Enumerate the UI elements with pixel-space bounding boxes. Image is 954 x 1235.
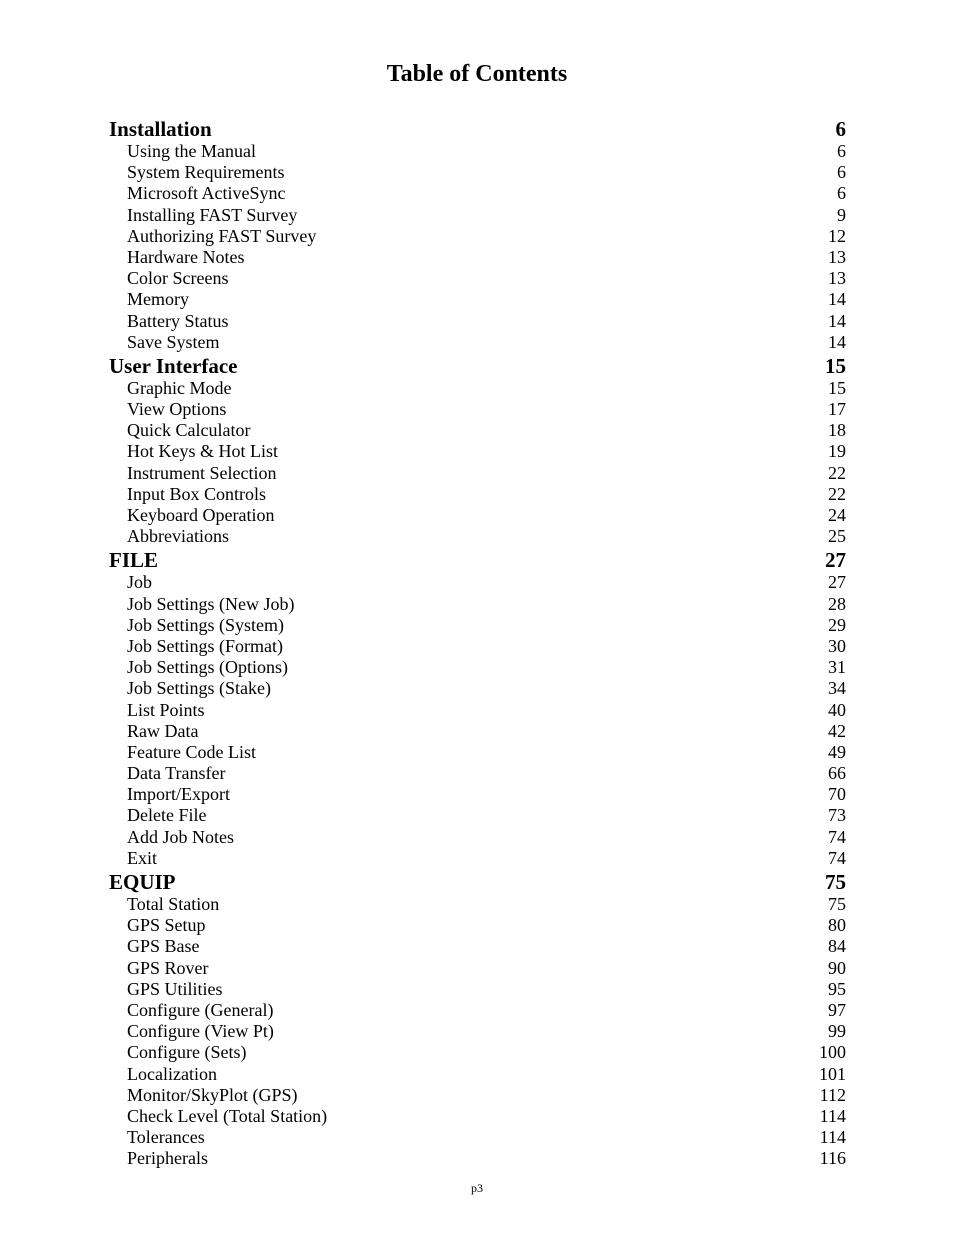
toc-section-heading[interactable] — [109, 869, 846, 894]
toc-entry-page: 70 — [828, 784, 846, 805]
toc-entry-page: 28 — [828, 593, 846, 614]
toc-section-heading[interactable] — [109, 547, 846, 572]
toc-entry-label: Peripherals — [127, 1148, 208, 1169]
toc-entry-page: 18 — [828, 420, 846, 441]
toc-entry-page: 95 — [828, 978, 846, 999]
toc-entry[interactable] — [109, 247, 846, 268]
toc-entry[interactable] — [109, 162, 846, 183]
toc-entry[interactable] — [109, 979, 846, 1000]
toc-entry-label: Installing FAST Survey — [127, 204, 298, 225]
table-of-contents — [109, 116, 846, 1169]
toc-entry[interactable] — [109, 332, 846, 353]
toc-entry-page: 101 — [819, 1063, 846, 1084]
toc-entry-label: System Requirements — [127, 162, 285, 183]
toc-entry-page: 99 — [828, 1021, 846, 1042]
toc-entry-label: Job Settings (System) — [127, 614, 285, 635]
toc-entry-label: Job — [127, 572, 153, 593]
toc-entry-page: 80 — [828, 915, 846, 936]
toc-entry-label: GPS Setup — [127, 915, 206, 936]
toc-section-page: 27 — [825, 548, 846, 573]
toc-entry[interactable] — [109, 657, 846, 678]
toc-entry[interactable] — [109, 805, 846, 826]
toc-entry-label: GPS Base — [127, 936, 200, 957]
toc-entry-page: 66 — [828, 763, 846, 784]
page-number: p3 — [471, 1181, 483, 1195]
toc-entry[interactable] — [109, 399, 846, 420]
toc-entry-page: 114 — [819, 1105, 846, 1126]
toc-entry-page: 6 — [837, 162, 846, 183]
toc-entry-label: Quick Calculator — [127, 420, 251, 441]
toc-entry-label: GPS Utilities — [127, 978, 223, 999]
toc-entry-page: 49 — [828, 741, 846, 762]
toc-entry-label: Job Settings (Stake) — [127, 678, 271, 699]
toc-section-heading[interactable] — [109, 116, 846, 141]
toc-entry-label: Using the Manual — [127, 141, 256, 161]
toc-entry-page: 13 — [828, 246, 846, 267]
toc-section-page: 75 — [825, 870, 846, 894]
toc-entry[interactable] — [109, 615, 846, 636]
toc-entry[interactable] — [109, 784, 846, 805]
toc-entry[interactable] — [109, 311, 846, 332]
toc-entry-label: Abbreviations — [127, 526, 229, 547]
toc-entry[interactable] — [109, 183, 846, 204]
toc-entry-page: 25 — [828, 526, 846, 547]
toc-entry-label: List Points — [127, 699, 205, 720]
toc-entry-page: 22 — [828, 483, 846, 504]
toc-entry-page: 27 — [828, 572, 846, 593]
toc-entry-page: 17 — [828, 399, 846, 420]
toc-entry[interactable] — [109, 441, 846, 462]
toc-entry-label: Job Settings (New Job) — [127, 593, 295, 614]
toc-entry-page: 30 — [828, 635, 846, 656]
toc-entry-label: Hardware Notes — [127, 246, 245, 267]
toc-entry-label: Graphic Mode — [127, 377, 232, 398]
toc-entry-label: Keyboard Operation — [127, 505, 275, 525]
toc-entry-page: 74 — [828, 847, 846, 868]
toc-entry-page: 34 — [828, 678, 846, 699]
toc-entry-page: 9 — [837, 204, 846, 225]
toc-entry-label: Tolerances — [127, 1127, 205, 1148]
toc-entry-page: 100 — [819, 1042, 846, 1063]
toc-entry-page: 12 — [828, 225, 846, 246]
toc-entry-page: 14 — [828, 331, 846, 352]
toc-entry[interactable] — [109, 289, 846, 310]
toc-entry-label: Battery Status — [127, 310, 229, 331]
toc-entry[interactable] — [109, 936, 846, 957]
toc-entry[interactable] — [109, 463, 846, 484]
toc-entry[interactable] — [109, 205, 846, 226]
toc-entry-label: Configure (Sets) — [127, 1042, 247, 1063]
toc-entry[interactable] — [109, 763, 846, 784]
toc-entry[interactable] — [109, 915, 846, 936]
toc-entry-page: 6 — [837, 183, 846, 204]
toc-section-title: EQUIP — [109, 870, 176, 894]
toc-entry-label: View Options — [127, 399, 227, 420]
toc-entry[interactable] — [109, 1148, 846, 1169]
toc-entry-label: GPS Rover — [127, 957, 209, 978]
toc-entry-label: Job Settings (Format) — [127, 635, 283, 656]
toc-entry[interactable] — [109, 894, 846, 915]
toc-entry-page: 24 — [828, 505, 846, 525]
toc-entry-page: 112 — [819, 1084, 846, 1105]
toc-entry[interactable] — [109, 420, 846, 441]
toc-entry-label: Exit — [127, 847, 157, 868]
toc-entry-label: Configure (General) — [127, 999, 274, 1020]
toc-entry-page: 31 — [828, 657, 846, 678]
toc-entry[interactable] — [109, 484, 846, 505]
toc-entry[interactable] — [109, 1127, 846, 1148]
toc-entry-label: Configure (View Pt) — [127, 1021, 274, 1042]
toc-section-title: FILE — [109, 548, 159, 573]
toc-entry-page: 13 — [828, 268, 846, 289]
toc-entry-label: Color Screens — [127, 268, 229, 289]
toc-entry-page: 22 — [828, 462, 846, 483]
toc-entry-label: Localization — [127, 1063, 217, 1084]
toc-entry-label: Delete File — [127, 805, 207, 826]
toc-section-page: 15 — [825, 353, 846, 378]
toc-entry[interactable] — [109, 594, 846, 615]
toc-entry-page: 74 — [828, 826, 846, 847]
toc-entry-label: Authorizing FAST Survey — [127, 225, 317, 246]
toc-entry[interactable] — [109, 848, 846, 869]
toc-section-title: Installation — [109, 117, 212, 141]
toc-entry[interactable] — [109, 141, 846, 162]
toc-entry[interactable] — [109, 226, 846, 247]
toc-section-heading[interactable] — [109, 353, 846, 378]
toc-entry-page: 14 — [828, 310, 846, 331]
toc-entry-label: Import/Export — [127, 784, 230, 805]
toc-entry-label: Feature Code List — [127, 741, 256, 762]
toc-entry-label: Save System — [127, 331, 220, 352]
toc-entry-page: 84 — [828, 936, 846, 957]
toc-entry-page: 6 — [837, 141, 846, 161]
toc-entry[interactable] — [109, 1042, 846, 1063]
toc-entry[interactable] — [109, 1106, 846, 1127]
toc-entry-label: Total Station — [127, 894, 220, 914]
toc-entry[interactable] — [109, 505, 846, 526]
toc-entry-label: Monitor/SkyPlot (GPS) — [127, 1084, 298, 1105]
toc-entry-page: 40 — [828, 699, 846, 720]
toc-entry-page: 75 — [828, 894, 846, 914]
toc-entry[interactable] — [109, 827, 846, 848]
toc-entry[interactable] — [109, 526, 846, 547]
toc-entry[interactable] — [109, 958, 846, 979]
toc-entry-label: Check Level (Total Station) — [127, 1105, 328, 1126]
toc-entry[interactable] — [109, 700, 846, 721]
toc-entry[interactable] — [109, 636, 846, 657]
toc-entry-page: 42 — [828, 720, 846, 741]
toc-entry-label: Input Box Controls — [127, 483, 267, 504]
toc-entry[interactable] — [109, 1000, 846, 1021]
toc-section-title: User Interface — [109, 353, 238, 378]
toc-entry[interactable] — [109, 378, 846, 399]
toc-entry-page: 97 — [828, 999, 846, 1020]
toc-entry-label: Hot Keys & Hot List — [127, 441, 278, 462]
toc-entry-label: Add Job Notes — [127, 826, 234, 847]
toc-entry[interactable] — [109, 1021, 846, 1042]
toc-entry-page: 14 — [828, 289, 846, 310]
toc-section-page: 6 — [835, 117, 846, 141]
toc-entry-page: 116 — [819, 1148, 846, 1169]
toc-entry-page: 29 — [828, 614, 846, 635]
toc-entry[interactable] — [109, 268, 846, 289]
toc-entry-label: Job Settings (Options) — [127, 657, 289, 678]
toc-entry-label: Raw Data — [127, 720, 199, 741]
toc-entry-label: Memory — [127, 289, 189, 310]
toc-entry-page: 15 — [828, 377, 846, 398]
page-title: Table of Contents — [386, 61, 568, 87]
toc-entry[interactable] — [109, 678, 846, 699]
toc-entry[interactable] — [109, 1064, 846, 1085]
toc-entry-label: Microsoft ActiveSync — [127, 183, 286, 204]
toc-entry[interactable] — [109, 572, 846, 593]
toc-entry-page: 19 — [828, 441, 846, 462]
toc-entry-page: 114 — [819, 1127, 846, 1148]
toc-entry-label: Data Transfer — [127, 763, 226, 784]
toc-entry[interactable] — [109, 742, 846, 763]
toc-entry-label: Instrument Selection — [127, 462, 277, 483]
toc-entry[interactable] — [109, 1085, 846, 1106]
toc-entry[interactable] — [109, 721, 846, 742]
toc-entry-page: 73 — [828, 805, 846, 826]
toc-entry-page: 90 — [828, 957, 846, 978]
